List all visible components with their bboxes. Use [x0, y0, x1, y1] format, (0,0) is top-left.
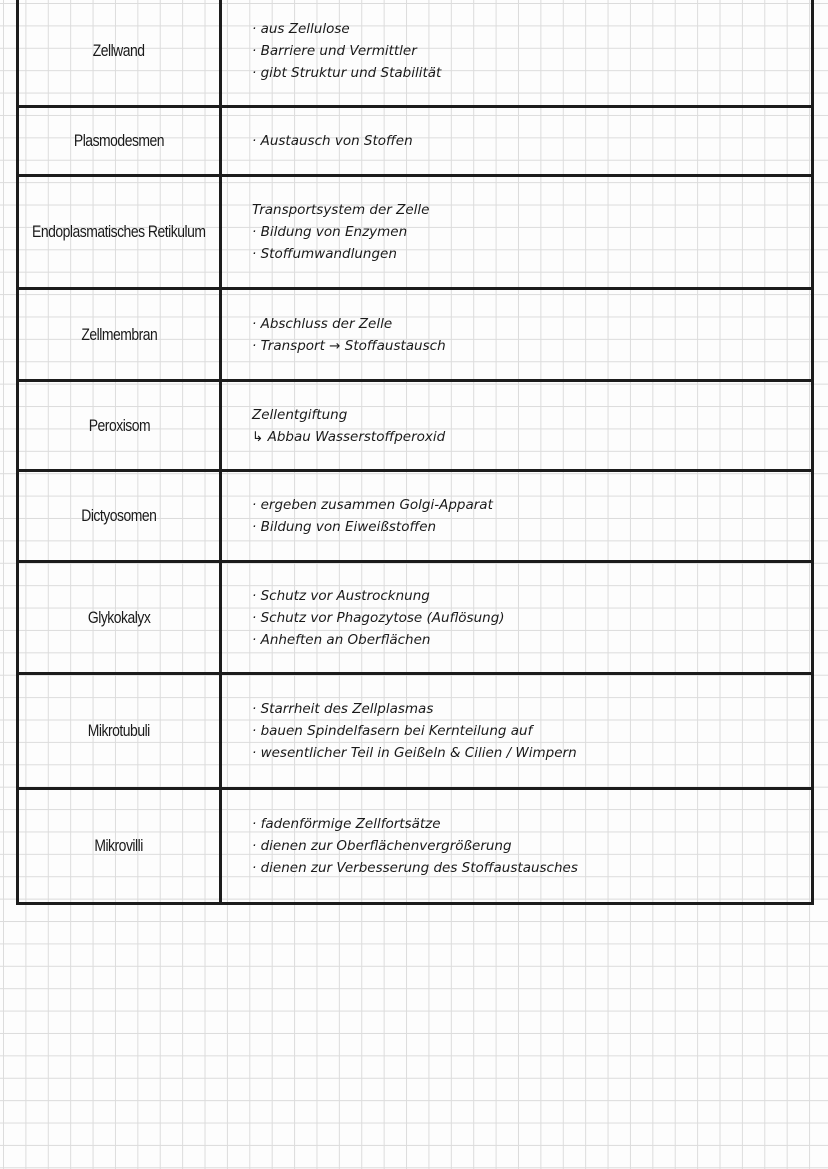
description-line: · ergeben zusammen Golgi-Apparat [252, 497, 493, 513]
description-line: Transportsystem der Zelle [252, 202, 430, 218]
table-row-peroxisom [19, 382, 811, 472]
description-line: · Stoffumwandlungen [252, 246, 397, 262]
description-line: · Starrheit des Zellplasmas [252, 701, 434, 717]
term-label: Mikrovilli [94, 836, 144, 855]
description-line: · Bildung von Enzymen [252, 224, 408, 240]
table-row-plasmodesmen [19, 108, 811, 177]
term-cell [19, 382, 222, 469]
description-line: · aus Zellulose [252, 20, 350, 37]
term-label: Endoplasmatisches Retikulum [32, 222, 206, 241]
description-list [252, 585, 811, 651]
description-cell [222, 675, 811, 787]
description-line: Zellentgiftung [252, 406, 348, 423]
table-row-mikrovilli [19, 790, 811, 902]
description-line: · Austausch von Stoffen [252, 133, 413, 149]
table-row-zellmembran [19, 290, 811, 382]
description-line: · Schutz vor Phagozytose (Auflösung) [252, 609, 505, 626]
term-cell [19, 290, 222, 379]
description-cell [222, 563, 811, 672]
description-list [252, 18, 811, 84]
term-cell [19, 790, 222, 902]
description-line: · dienen zur Verbesserung des Stoffaustausches [252, 860, 578, 876]
table-row-endoplasmatisches-retikulum [19, 177, 811, 290]
description-line: · gibt Struktur und Stabilität [252, 64, 442, 81]
description-cell [222, 790, 811, 902]
description-line: · Transport → Stoffaustausch [252, 337, 446, 354]
description-cell [222, 472, 811, 560]
term-label: Glykokalyx [87, 607, 151, 627]
term-cell [19, 472, 222, 560]
description-cell [222, 177, 811, 287]
description-cell [222, 0, 811, 105]
description-line: · fadenförmige Zellfortsätze [252, 816, 441, 832]
description-line: · Abschluss der Zelle [252, 315, 393, 332]
description-list [252, 813, 811, 879]
term-cell [19, 0, 222, 105]
table-row-glykokalyx [19, 563, 811, 675]
description-line: · bauen Spindelfasern bei Kernteilung auf [252, 723, 533, 739]
description-line: · Bildung von Eiweißstoffen [252, 519, 437, 535]
term-cell [19, 108, 222, 174]
description-list [252, 313, 811, 357]
term-cell [19, 177, 222, 287]
description-line: · Barriere und Vermittler [252, 42, 417, 59]
description-list [252, 404, 811, 448]
description-line: ↳ Abbau Wasserstoffperoxid [252, 428, 446, 445]
description-cell [222, 290, 811, 379]
description-cell [222, 382, 811, 469]
term-label: Plasmodesmen [73, 131, 165, 150]
description-line: · Schutz vor Austrocknung [252, 587, 430, 604]
table-row-mikrotubuli [19, 675, 811, 790]
term-label: Zellmembran [81, 324, 157, 344]
table-row-zellwand [19, 0, 811, 108]
description-line: · Anheften an Oberflächen [252, 631, 431, 648]
term-label: Dictyosomen [81, 506, 157, 525]
description-cell [222, 108, 811, 174]
term-cell [19, 675, 222, 787]
description-list [252, 199, 811, 265]
table-row-dictyosomen [19, 472, 811, 563]
description-line: · wesentlicher Teil in Geißeln & Cilien / Wimpern [252, 745, 577, 761]
term-label: Zellwand [93, 40, 145, 60]
term-cell [19, 563, 222, 672]
description-list [252, 130, 811, 152]
term-label: Mikrotubuli [87, 721, 150, 740]
term-label: Peroxisom [88, 415, 150, 435]
description-line: · dienen zur Oberflächenvergrößerung [252, 838, 512, 854]
organelle-table [16, 0, 814, 905]
description-list [252, 494, 811, 538]
description-list [252, 698, 811, 764]
